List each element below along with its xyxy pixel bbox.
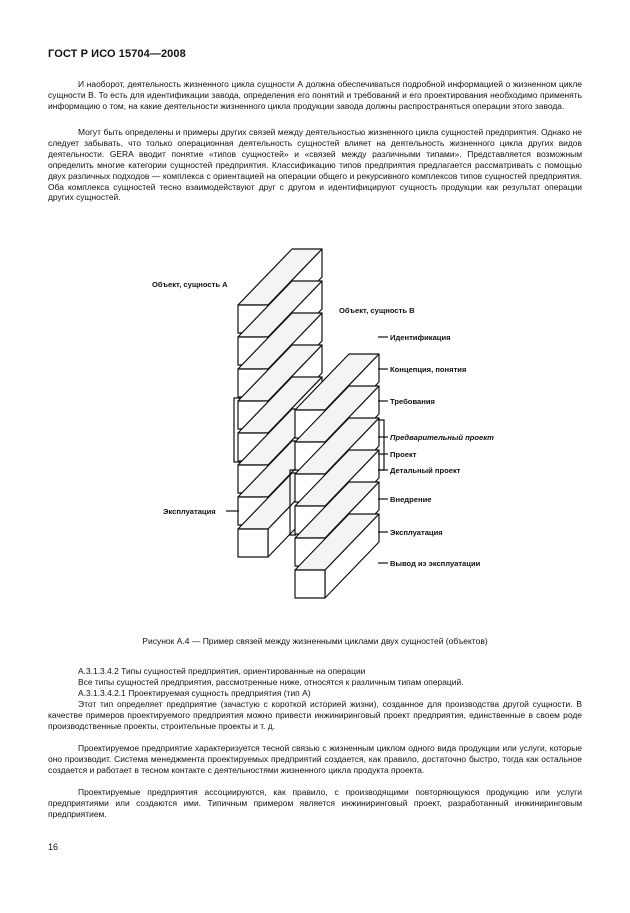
stage-label-detailed-design: Детальный проект <box>390 466 461 475</box>
paragraph-bottom-5: Проектируемое предприятие характеризуется тесной связью с жизненным циклом одного вида продукции или услуги, которые оно производит. Система менеджмента проектируемых предприятий создается, как правило, достаточно быстро, тогда как остальное создается и работает в тесном контакте с деятельностями жизненного цикла продукта проекта. <box>48 743 582 775</box>
label-entity-a: Объект, сущность А <box>152 280 228 289</box>
stage-label-implementation: Внедрение <box>390 495 432 504</box>
page-number: 16 <box>48 842 59 852</box>
stage-label-identification: Идентификация <box>390 333 451 342</box>
stage-label-requirements: Требования <box>390 397 435 406</box>
paragraph-bottom-2: Все типы сущностей предприятия, рассмотренные ниже, относятся к различным типам операций. <box>78 677 464 687</box>
label-entity-b: Объект, сущность В <box>339 306 415 315</box>
paragraph-bottom-6: Проектируемые предприятия ассоциируются, как правило, с производящими повторяющуюся продукцию или услуги предприятиями или создаются ими. Типичным примером является инжиниринговый проект, разработанный инжиниринговым предприятием. <box>48 787 582 819</box>
stage-label-design: Проект <box>390 450 417 459</box>
paragraph-bottom-3: А.3.1.3.4.2.1 Проектируемая сущность предприятия (тип А) <box>78 688 311 698</box>
stage-label-preliminary-design: Предварительный проект <box>390 433 494 442</box>
paragraph-top-1: И наоборот, деятельность жизненного цикла сущности А должна обеспечиваться подробной информацией о жизненном цикле сущности В. То есть для идентификации завода, определения его понятий и требований и его проектирования необходимо применять информацию о том, на какие деятельности жизненного цикла продукции завода должны распространяться операции этого завода. <box>48 79 582 111</box>
stage-label-decommission: Вывод из эксплуатации <box>390 559 481 568</box>
stage-label-operation: Эксплуатация <box>390 528 443 537</box>
paragraph-bottom-4: Этот тип определяет предприятие (зачастую с короткой историей жизни), созданное для производства другой сущности. В качестве примеров проектируемого предприятия можно привести инжиниринговый проект предприятия, единственные в своем роде производственные проекты, строительные проекты и т. д. <box>48 699 582 731</box>
stage-label-concept: Концепция, понятия <box>390 365 467 374</box>
paragraph-bottom-1: А.3.1.3.4.2 Типы сущностей предприятия, ориентированные на операции <box>78 666 366 676</box>
label-operation-left: Эксплуатация <box>163 507 216 516</box>
paragraph-top-2: Могут быть определены и примеры других связей между деятельностью жизненного цикла сущностей предприятия. Однако не следует забывать, что только операционная деятельность сущностей влияет на деятельность жизненного цикла других видов деятельности. GERA вводит понятие «типов сущностей» и «связей между различными типами». Представляется возможным определить многие категории сущностей предприятия. Классификацию типов предприятия предлагается рассматривать с помощью двух различных подходов — комплекса с ориентацией на операции общего и рекурсивного комплексов типов сущностей предприятия. Оба комплекса сущностей тесно взаимодействуют друг с другом и идентифицируют сущность продукции как результат операции других сущностей. <box>48 127 582 203</box>
figure-caption: Рисунок А.4 — Пример связей между жизненными циклами двух сущностей (объектов) <box>142 636 488 646</box>
document-header: ГОСТ Р ИСО 15704—2008 <box>48 48 186 60</box>
